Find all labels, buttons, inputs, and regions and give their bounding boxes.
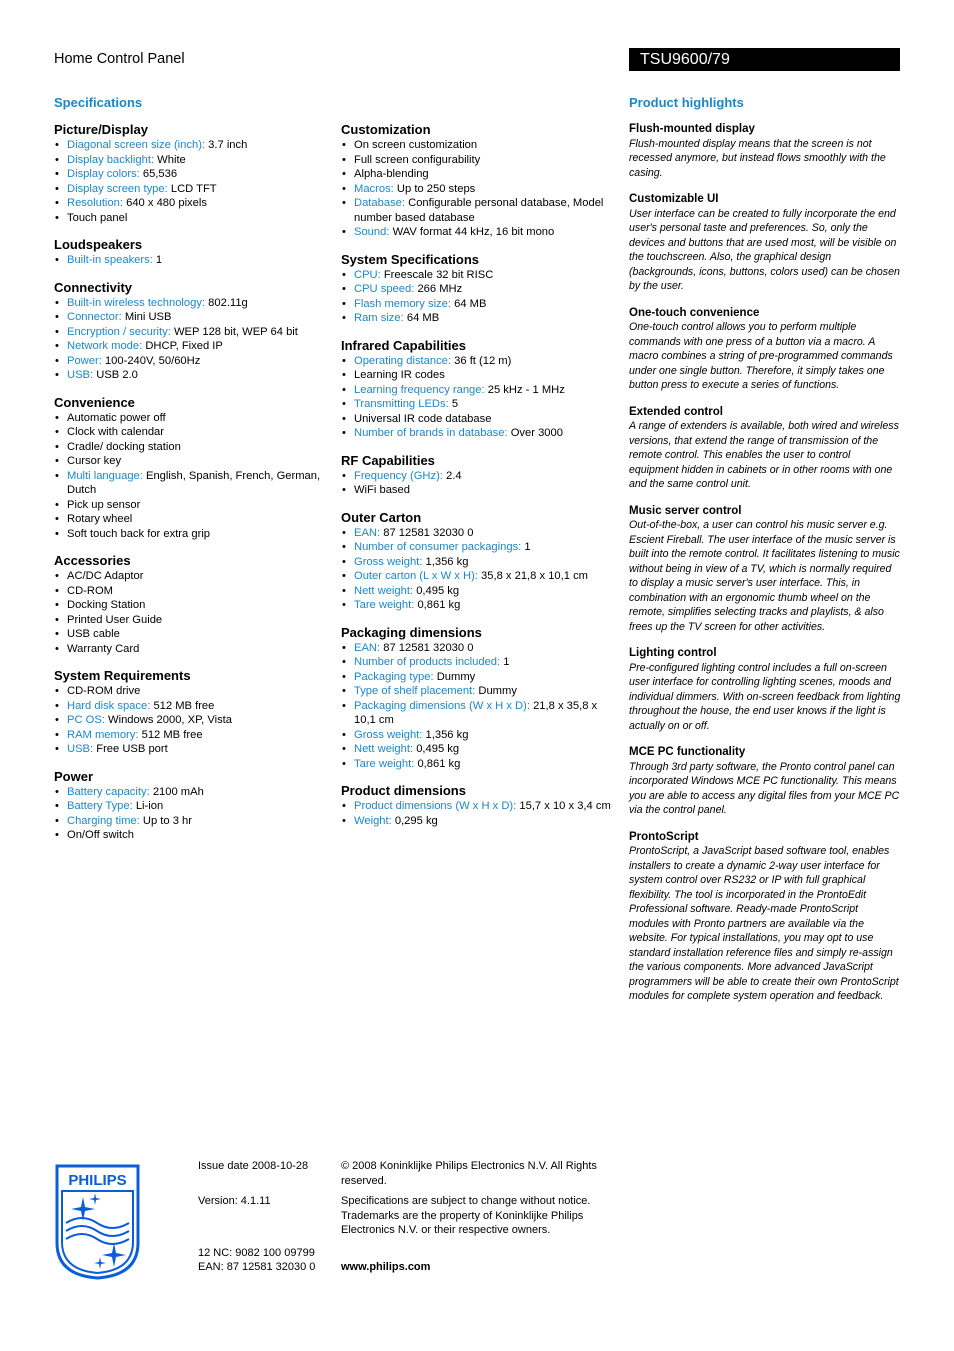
spec-value: 512 MB free	[153, 699, 215, 712]
spec-group	[54, 237, 329, 268]
spec-group	[341, 453, 616, 498]
spec-item	[341, 297, 616, 312]
spec-label: USB:	[67, 743, 94, 755]
highlight-title: Lighting control	[629, 647, 717, 659]
spec-item	[341, 412, 616, 427]
spec-value: On screen customization	[354, 139, 478, 151]
spec-label: Multi language:	[67, 469, 143, 482]
spec-value: Over 3000	[510, 427, 563, 439]
spec-column-left	[54, 122, 329, 855]
highlight-title: ProntoScript	[629, 830, 699, 843]
spec-label: Power:	[67, 354, 102, 367]
spec-group-title: Convenience	[54, 394, 135, 410]
spec-value: 512 MB free	[141, 728, 203, 741]
spec-value: 64 MB	[454, 297, 487, 310]
spec-value: Pick up sensor	[67, 498, 141, 511]
spec-value: Li-ion	[135, 800, 164, 812]
spec-item	[54, 310, 329, 325]
spec-list	[341, 469, 616, 498]
spec-value: 802.11g	[208, 296, 248, 309]
highlight-title: MCE PC functionality	[629, 746, 746, 758]
spec-list	[54, 253, 329, 268]
spec-item	[341, 699, 616, 728]
spec-item	[54, 799, 329, 814]
highlight-item	[629, 504, 901, 635]
spec-value: USB 2.0	[96, 369, 138, 381]
spec-item	[341, 282, 616, 297]
spec-label: Flash memory size:	[354, 297, 451, 310]
spec-group	[341, 783, 616, 828]
highlight-text: Pre-configured lighting control includes a full on-screen user interface for controlling lighting scenes, moods and individual dimmers. With on-screen feedback from lighting throughout the house, the end user knows if the light is actually on or off.	[629, 661, 901, 732]
spec-value: LCD TFT	[170, 182, 217, 195]
spec-value: 1,356 kg	[425, 555, 469, 568]
spec-value: 0,495 kg	[416, 743, 460, 755]
spec-item	[54, 339, 329, 354]
spec-value: Configurable personal database, Model number based database	[354, 197, 604, 224]
spec-value: On/Off switch	[67, 829, 134, 841]
highlight-item	[629, 830, 901, 1004]
spec-value: 0,861 kg	[417, 599, 461, 611]
spec-value: Dummy	[478, 685, 517, 697]
highlight-item	[629, 745, 901, 818]
spec-value: English, Spanish, French, German, Dutch	[67, 469, 321, 496]
spec-list	[341, 268, 616, 326]
highlight-title: Extended control	[629, 405, 723, 418]
spec-item	[54, 354, 329, 369]
spec-item	[54, 196, 329, 211]
spec-group	[54, 280, 329, 383]
spec-value: Freescale 32 bit RISC	[383, 268, 494, 281]
spec-item	[341, 426, 616, 441]
spec-label: Resolution:	[67, 197, 123, 209]
spec-value: 0,295 kg	[394, 814, 438, 827]
spec-item	[54, 138, 329, 153]
spec-item	[54, 699, 329, 714]
spec-value: Soft touch back for extra grip	[67, 527, 211, 540]
footer-ean: EAN: 87 12581 32030 0	[198, 1261, 316, 1273]
spec-item	[54, 828, 329, 843]
spec-value: Up to 3 hr	[142, 814, 193, 827]
copyright: © 2008 Koninklijke Philips Electronics N.V. All Rights reserved.	[341, 1160, 597, 1187]
spec-value: 0,495 kg	[416, 584, 460, 597]
issue-date: Issue date 2008-10-28	[198, 1160, 309, 1172]
spec-item	[341, 167, 616, 182]
spec-list	[54, 138, 329, 225]
spec-item	[54, 182, 329, 197]
spec-item	[341, 182, 616, 197]
spec-item	[341, 354, 616, 369]
spec-label: Charging time:	[67, 814, 140, 827]
spec-list	[341, 799, 616, 828]
spec-item	[341, 311, 616, 326]
spec-item	[54, 153, 329, 168]
spec-group	[341, 625, 616, 772]
spec-value: 87 12581 32030 0	[383, 526, 474, 539]
spec-value: AC/DC Adaptor	[67, 570, 144, 582]
spec-label: CPU speed:	[354, 283, 415, 295]
spec-value: Learning IR codes	[354, 369, 445, 381]
highlight-title: Customizable UI	[629, 193, 719, 205]
spec-value: USB cable	[67, 628, 120, 640]
spec-label: Database:	[354, 197, 405, 209]
spec-label: Weight:	[354, 814, 392, 827]
spec-label: USB:	[67, 369, 94, 381]
spec-value: 266 MHz	[417, 283, 463, 295]
spec-item	[54, 684, 329, 699]
spec-value: 1,356 kg	[425, 728, 469, 741]
spec-value: Full screen configurability	[354, 153, 481, 166]
spec-list	[341, 526, 616, 613]
spec-label: Ram size:	[354, 312, 404, 324]
spec-item	[54, 498, 329, 513]
highlight-text: One-touch control allows you to perform multiple commands with one press of a button via a macro. A macro combines a string of pre-programmed commands under one single button. Therefore, it simply takes one button press to execute a series of functions.	[629, 321, 893, 391]
model-number-bar	[629, 48, 900, 71]
spec-label: Packaging dimensions (W x H x D):	[354, 699, 530, 712]
spec-value: DHCP, Fixed IP	[145, 340, 223, 352]
highlight-text: Through 3rd party software, the Pronto control panel can incorporated Windows MCE PC functionality. This means you are able to access any digital files from your MCE PC via the control panel.	[629, 760, 900, 816]
spec-label: EAN:	[354, 641, 381, 654]
spec-group-title: Outer Carton	[341, 509, 422, 525]
spec-value: Windows 2000, XP, Vista	[108, 714, 232, 726]
spec-item	[54, 325, 329, 340]
spec-item	[54, 785, 329, 800]
spec-item	[54, 253, 329, 268]
spec-group-title: RF Capabilities	[341, 452, 435, 468]
spec-value: 35,8 x 21,8 x 10,1 cm	[481, 570, 588, 582]
spec-value: Cursor key	[67, 455, 122, 467]
spec-value: Universal IR code database	[354, 412, 492, 425]
highlights-column	[629, 122, 901, 1016]
highlight-text: User interface can be created to fully incorporate the end user's personal taste and preferences. So, only the devices and buttons that are used most, will be visible on the touchscreen. Also, the graphical design (backgrounds, icons, buttons, colors used) can be chosen by the user.	[629, 207, 900, 292]
spec-label: Hard disk space:	[67, 699, 151, 712]
spec-list	[54, 296, 329, 383]
spec-label: Transmitting LEDs:	[354, 398, 449, 410]
spec-item	[54, 713, 329, 728]
spec-label: Outer carton (L x W x H):	[354, 570, 478, 582]
spec-item	[341, 555, 616, 570]
spec-item	[341, 196, 616, 225]
spec-value: Mini USB	[124, 311, 172, 323]
highlight-title: One-touch convenience	[629, 306, 760, 319]
spec-value: 21,8 x 35,8 x 10,1 cm	[354, 699, 598, 726]
spec-group	[341, 252, 616, 326]
twelve-nc: 12 NC: 9082 100 09799	[198, 1247, 315, 1259]
spec-label: Gross weight:	[354, 555, 423, 568]
spec-label: Macros:	[354, 182, 394, 195]
spec-item	[341, 368, 616, 383]
spec-value: 64 MB	[406, 312, 440, 324]
document-title: Home Control Panel	[54, 51, 185, 67]
spec-item	[341, 268, 616, 283]
spec-item	[54, 627, 329, 642]
spec-label: EAN:	[354, 526, 381, 539]
version: Version: 4.1.11	[198, 1195, 271, 1207]
specifications-heading: Specifications	[54, 95, 143, 110]
spec-item	[54, 512, 329, 527]
spec-item	[54, 296, 329, 311]
spec-item	[54, 598, 329, 613]
spec-label: Display backlight:	[67, 153, 155, 166]
spec-value: 1	[503, 656, 510, 668]
spec-item	[54, 814, 329, 829]
spec-item	[54, 742, 329, 757]
spec-group-title: System Specifications	[341, 251, 479, 267]
spec-value: 36 ft (12 m)	[454, 354, 512, 367]
spec-value: 25 kHz - 1 MHz	[487, 383, 565, 396]
spec-label: Sound:	[354, 226, 390, 238]
highlight-title: Flush-mounted display	[629, 123, 755, 135]
spec-item	[341, 641, 616, 656]
spec-list	[341, 641, 616, 772]
spec-item	[341, 814, 616, 829]
spec-group-title: System Requirements	[54, 668, 191, 683]
spec-item	[54, 527, 329, 542]
spec-group-title: Power	[54, 768, 94, 784]
spec-value: 15,7 x 10 x 3,4 cm	[519, 800, 611, 812]
spec-group-title: Accessories	[54, 553, 131, 568]
spec-label: Display screen type:	[67, 182, 168, 195]
spec-group-title: Picture/Display	[54, 122, 148, 137]
spec-item	[341, 138, 616, 153]
spec-item	[341, 397, 616, 412]
spec-list	[341, 138, 616, 240]
spec-group-title: Infrared Capabilities	[341, 337, 466, 353]
spec-value: WiFi based	[354, 484, 410, 496]
spec-group	[54, 553, 329, 656]
philips-logo-text: PHILIPS	[68, 1172, 127, 1189]
spec-item	[54, 569, 329, 584]
spec-item	[341, 670, 616, 685]
highlight-item	[629, 192, 901, 294]
website-link[interactable]: www.philips.com	[341, 1261, 431, 1273]
spec-item	[341, 225, 616, 240]
highlight-title: Music server control	[629, 504, 742, 517]
spec-value: Automatic power off	[67, 411, 166, 424]
spec-value: 3.7 inch	[208, 139, 248, 151]
spec-value: WAV format 44 kHz, 16 bit mono	[392, 226, 555, 238]
spec-item	[341, 469, 616, 484]
spec-item	[54, 642, 329, 657]
spec-value: CD-ROM drive	[67, 685, 141, 697]
spec-value: 0,861 kg	[417, 757, 461, 770]
spec-item	[341, 742, 616, 757]
spec-value: White	[157, 153, 186, 166]
spec-item	[341, 584, 616, 599]
highlight-item	[629, 646, 901, 733]
spec-item	[341, 655, 616, 670]
spec-value: 2100 mAh	[152, 785, 204, 798]
spec-label: Gross weight:	[354, 728, 423, 741]
spec-value: 100-240V, 50/60Hz	[104, 354, 201, 367]
highlight-item	[629, 405, 901, 492]
spec-label: RAM memory:	[67, 728, 139, 741]
spec-value: Printed User Guide	[67, 613, 163, 626]
highlight-text: Out-of-the-box, a user can control his music server e.g. Escient Fireball. The user interface of the music server is built into the remote control. It facilitates listening to music without being in view of a TV, which is normally required to display a music server's user interface. This, in combination with an ergonomic thumb wheel on the remote, simplifies selecting tracks and playlists, & also frees up the TV screen for other activities.	[629, 519, 900, 633]
spec-value: WEP 128 bit, WEP 64 bit	[173, 325, 298, 338]
philips-shield-logo-icon	[54, 1163, 141, 1281]
spec-label: Frequency (GHz):	[354, 469, 443, 482]
spec-item	[54, 440, 329, 455]
spec-label: PC OS:	[67, 714, 105, 726]
spec-label: Tare weight:	[354, 757, 415, 770]
spec-label: Packaging type:	[354, 670, 434, 683]
spec-item	[341, 684, 616, 699]
spec-value: CD-ROM	[67, 584, 113, 597]
spec-label: CPU:	[354, 268, 381, 281]
spec-group-title: Customization	[341, 122, 431, 137]
spec-label: Number of products included:	[354, 656, 501, 668]
spec-group	[341, 122, 616, 240]
spec-value: Alpha-blending	[354, 168, 429, 180]
spec-item	[341, 799, 616, 814]
spec-value: Dummy	[436, 670, 476, 683]
spec-label: Display colors:	[67, 168, 140, 180]
spec-label: Diagonal screen size (inch):	[67, 139, 206, 151]
spec-group-title: Packaging dimensions	[341, 624, 482, 640]
spec-value: 5	[451, 398, 459, 410]
spec-item	[341, 598, 616, 613]
disclaimer: Specifications are subject to change without notice. Trademarks are the property of Koninklijke Philips Electronics N.V. or their respective owners.	[341, 1195, 591, 1236]
spec-item	[54, 167, 329, 182]
spec-item	[54, 613, 329, 628]
spec-label: Encryption / security:	[67, 325, 171, 338]
spec-group-title: Connectivity	[54, 279, 133, 295]
spec-item	[54, 368, 329, 383]
spec-value: Touch panel	[67, 211, 128, 224]
spec-group	[341, 338, 616, 441]
highlight-text: ProntoScript, a JavaScript based software tool, enables installers to create a dynamic 2-way user interface for system control over RS232 or IP with full graphical flexibility. The tool is incorporated in the ProntoEdit Professional software. Ready-made ProntoScript modules with Pronto partners are available via the website. For typical installations, you may opt to use standard installation reference files and simply re-assign the various components. More advanced JavaScript programmers will be able to create their own ProntoScript modules for complete system operation and feedback.	[629, 845, 899, 1002]
spec-value: Rotary wheel	[67, 513, 133, 525]
spec-item	[54, 211, 329, 226]
spec-group	[54, 769, 329, 843]
spec-value: Cradle/ docking station	[67, 440, 181, 453]
spec-item	[54, 425, 329, 440]
product-highlights-heading: Product highlights	[629, 95, 744, 110]
spec-label: Nett weight:	[354, 584, 414, 597]
spec-label: Nett weight:	[354, 743, 414, 755]
spec-item	[341, 153, 616, 168]
spec-label: Battery Type:	[67, 800, 133, 812]
spec-item	[54, 411, 329, 426]
spec-item	[341, 728, 616, 743]
spec-value: Clock with calendar	[67, 426, 165, 438]
spec-value: 65,536	[142, 168, 178, 180]
spec-item	[54, 728, 329, 743]
spec-list	[54, 785, 329, 843]
spec-value: 87 12581 32030 0	[383, 641, 474, 654]
spec-label: Network mode:	[67, 340, 143, 352]
spec-list	[54, 411, 329, 542]
model-number: TSU9600/79	[640, 51, 730, 68]
spec-label: Built-in speakers:	[67, 254, 153, 266]
spec-label: Tare weight:	[354, 599, 415, 611]
spec-list	[341, 354, 616, 441]
spec-item	[341, 540, 616, 555]
spec-item	[54, 469, 329, 498]
spec-group-title: Product dimensions	[341, 783, 466, 798]
spec-label: Product dimensions (W x H x D):	[354, 800, 517, 812]
highlight-item	[629, 122, 901, 180]
spec-label: Connector:	[67, 311, 122, 323]
spec-label: Learning frequency range:	[354, 383, 485, 396]
spec-value: 1	[524, 541, 531, 553]
spec-list	[54, 569, 329, 656]
spec-value: Up to 250 steps	[396, 182, 476, 195]
spec-item	[341, 569, 616, 584]
spec-label: Built-in wireless technology:	[67, 296, 206, 309]
spec-label: Operating distance:	[354, 354, 452, 367]
highlight-text: Flush-mounted display means that the screen is not recessed anymore, but instead flows smoothly with the casing.	[629, 137, 886, 179]
spec-value: 640 x 480 pixels	[126, 197, 207, 209]
spec-item	[341, 383, 616, 398]
highlight-text: A range of extenders is available, both wired and wireless versions, that extend the range of transmission of the remote control. This enables the user to control equipment hidden in cabinets or in other rooms with one and the same control unit.	[629, 420, 899, 490]
spec-group-title: Loudspeakers	[54, 237, 143, 252]
spec-list	[54, 684, 329, 757]
spec-item	[54, 454, 329, 469]
spec-label: Type of shelf placement:	[354, 685, 476, 697]
spec-item	[341, 526, 616, 541]
spec-label: Number of consumer packagings:	[354, 541, 522, 553]
spec-item	[54, 584, 329, 599]
spec-label: Number of brands in database:	[354, 427, 508, 439]
spec-group	[54, 668, 329, 757]
spec-item	[341, 757, 616, 772]
spec-value: Warranty Card	[67, 642, 140, 655]
spec-value: Docking Station	[67, 599, 146, 611]
spec-value: 1	[155, 254, 163, 266]
spec-group	[54, 395, 329, 542]
spec-group	[341, 510, 616, 613]
spec-group	[54, 122, 329, 225]
spec-column-middle	[341, 122, 616, 840]
spec-value: 2.4	[446, 469, 462, 482]
spec-label: Battery capacity:	[67, 785, 150, 798]
spec-value: Free USB port	[96, 743, 168, 755]
spec-item	[341, 483, 616, 498]
highlight-item	[629, 306, 901, 393]
